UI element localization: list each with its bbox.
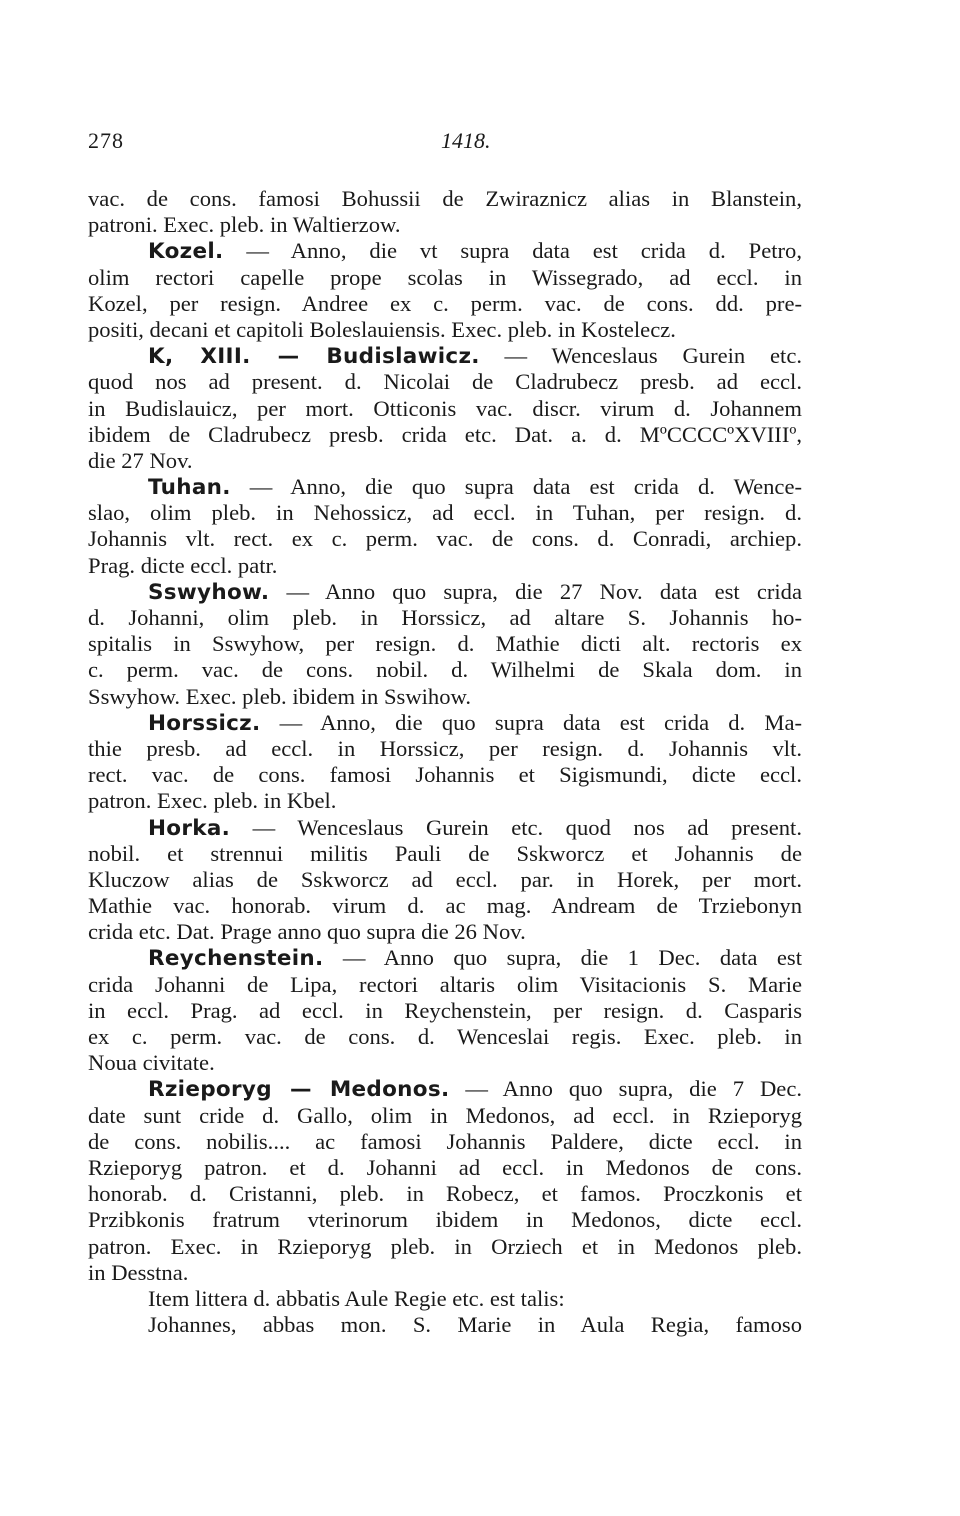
text-line: Item littera d. abbatis Aule Regie etc. est talis: [148, 1285, 565, 1311]
running-year-header: 1418. [441, 128, 491, 153]
text-line: in eccl. Prag. ad eccl. in Reychenstein, per resign. d. Casparis [88, 997, 802, 1023]
entry-heading-continuation: — Anno quo supra, die 7 Dec. [449, 1076, 802, 1102]
entry-heading: Reychenstein. [148, 946, 324, 972]
text-line: Prag. dicte eccl. patr. [88, 552, 278, 578]
text-line: spitalis in Sswyhow, per resign. d. Mathie dicti alt. rectoris ex [88, 631, 802, 657]
text-line: die 27 Nov. [88, 447, 193, 473]
text-line: ex c. perm. vac. de cons. d. Wenceslai regis. Exec. pleb. in [88, 1024, 802, 1049]
page-number: 278 [88, 128, 124, 153]
text-line: Johannes, abbas mon. S. Marie in Aula Regia, famoso [148, 1312, 802, 1338]
entry-first-line [88, 579, 802, 605]
text-line: Noua civitate. [88, 1050, 215, 1076]
text-line: de cons. nobilis.... ac famosi Johannis Paldere, dicte eccl. in [88, 1128, 802, 1154]
entry-heading-continuation: — Anno, die vt supra data est crida d. Petro, [223, 238, 802, 264]
text-line: Johannis vlt. rect. ex c. perm. vac. de cons. d. Conradi, archiep. [88, 526, 802, 552]
entry-heading: Kozel. [148, 239, 224, 265]
text-line: in Desstna. [88, 1259, 189, 1285]
text-line: c. perm. vac. de cons. nobil. d. Wilhelmi de Skala dom. in [88, 657, 802, 683]
entry-first-line [88, 238, 802, 264]
entry-heading-continuation: — Anno, die quo supra data est crida d. Ma- [260, 709, 802, 735]
text-line: Kluczow alias de Sskworcz ad eccl. par. in Horek, per mort. [88, 866, 802, 892]
entry-first-line [88, 815, 802, 841]
text-line: Przibkonis fratrum vterinorum ibidem in Medonos, dicte eccl. [88, 1207, 802, 1233]
entry-heading-continuation: — Anno, die quo supra data est crida d. Wence- [230, 474, 802, 500]
text-line: olim rectori capelle prope scolas in Wissegrado, ad eccl. in [88, 264, 802, 290]
text-line: patron. Exec. pleb. in Kbel. [88, 788, 337, 814]
page-header [88, 128, 802, 160]
text-line: slao, olim pleb. in Nehossicz, ad eccl. in Tuhan, per resign. d. [88, 500, 802, 526]
entry-first-line [88, 710, 802, 736]
text-line: ibidem de Cladrubecz presb. crida etc. Dat. a. d. MºCCCCºXVIIIº, [88, 421, 802, 447]
text-line: patron. Exec. in Rzieporyg pleb. in Orziech et in Medonos pleb. [88, 1233, 802, 1259]
entry-heading: Tuhan. [148, 475, 231, 501]
entry-heading: Horssicz. [148, 710, 261, 736]
entry-first-line [88, 343, 802, 369]
text-line: thie presb. ad eccl. in Horssicz, per resign. d. Johannis vlt. [88, 735, 802, 761]
text-line: Sswyhow. Exec. pleb. ibidem in Sswihow. [88, 683, 472, 709]
entry-heading-continuation: — Wenceslaus Gurein etc. quod nos ad present. [230, 814, 802, 840]
text-line: crida etc. Dat. Prage anno quo supra die 26 Nov. [88, 919, 526, 945]
text-line: in Budislauicz, per mort. Otticonis vac. discr. virum d. Johannem [88, 395, 802, 421]
entry-first-line [88, 945, 802, 971]
text-line: d. Johanni, olim pleb. in Horssicz, ad altare S. Johannis ho- [88, 605, 802, 630]
text-line: nobil. et strennui militis Pauli de Sskworcz et Johannis de [88, 840, 802, 866]
text-line: patroni. Exec. pleb. in Waltierzow. [88, 212, 401, 238]
entry-heading-continuation: — Anno quo supra, die 1 Dec. data est [323, 945, 802, 971]
entry-heading-continuation: — Wenceslaus Gurein etc. [479, 343, 802, 369]
entry-heading: K, XIII. — Budislawicz. [148, 344, 480, 370]
entry-heading: Rzieporyg — Medonos. [148, 1077, 450, 1103]
text-line: Mathie vac. honorab. virum d. ac mag. Andream de Trziebonyn [88, 893, 802, 919]
text-line: date sunt cride d. Gallo, olim in Medonos, ad eccl. in Rzieporyg [88, 1102, 802, 1128]
text-line: quod nos ad present. d. Nicolai de Cladrubecz presb. ad eccl. [88, 369, 802, 395]
entry-heading-continuation: — Anno quo supra, die 27 Nov. data est crida [269, 578, 802, 604]
text-line: rect. vac. de cons. famosi Johannis et Sigismundi, dicte eccl. [88, 762, 802, 788]
text-line: vac. de cons. famosi Bohussii de Zwiraznicz alias in Blanstein, [88, 186, 802, 211]
entry-first-line [88, 474, 802, 500]
text-line: honorab. d. Cristanni, pleb. in Robecz, et famos. Proczkonis et [88, 1181, 802, 1207]
entry-heading: Horka. [148, 815, 231, 841]
entry-heading: Sswyhow. [148, 579, 270, 605]
text-line: Kozel, per resign. Andree ex c. perm. vac. de cons. dd. pre- [88, 290, 802, 316]
text-line: crida Johanni de Lipa, rectori altaris olim Visitacionis S. Marie [88, 971, 802, 997]
text-line: positi, decani et capitoli Boleslauiensis. Exec. pleb. in Kostelecz. [88, 316, 676, 342]
body-text [88, 186, 802, 1338]
entry-first-line [88, 1076, 802, 1102]
text-line: Rzieporyg patron. et d. Johanni ad eccl. in Medonos de cons. [88, 1154, 802, 1180]
